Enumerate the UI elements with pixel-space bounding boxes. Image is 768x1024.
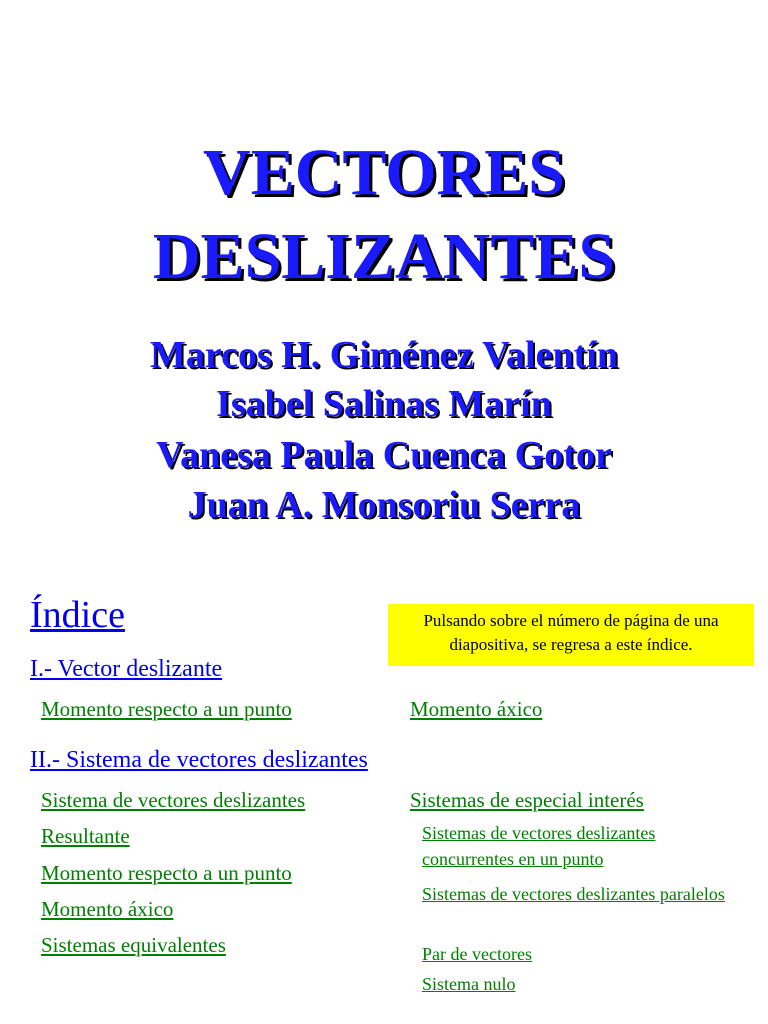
author-2: Isabel Salinas Marín xyxy=(216,383,552,425)
index-note: Pulsando sobre el número de página de una diapositiva, se regresa a este índice. xyxy=(388,604,754,666)
s2-especial-interes-link[interactable]: Sistemas de especial interés xyxy=(410,788,644,812)
s2-sistema-nulo-link[interactable]: Sistema nulo xyxy=(422,974,516,994)
section-1-link[interactable]: I.- Vector deslizante xyxy=(30,656,223,682)
s1-momento-axico-link[interactable]: Momento áxico xyxy=(410,697,543,721)
s1-momento-punto-link[interactable]: Momento respecto a un punto xyxy=(41,697,292,721)
s2-momento-punto-link[interactable]: Momento respecto a un punto xyxy=(41,861,292,885)
s2-momento-axico-link[interactable]: Momento áxico xyxy=(41,897,174,921)
s2-resultante-link[interactable]: Resultante xyxy=(41,824,130,848)
author-1: Marcos H. Giménez Valentín xyxy=(150,334,618,376)
title-line-2: DESLIZANTES xyxy=(152,220,616,293)
section-2-link[interactable]: II.- Sistema de vectores deslizantes xyxy=(30,747,368,773)
s2-paralelos-link[interactable]: Sistemas de vectores deslizantes paralelos xyxy=(422,884,725,904)
s2-sistemas-equivalentes-link[interactable]: Sistemas equivalentes xyxy=(41,933,226,957)
s2-sistema-vectores-link[interactable]: Sistema de vectores deslizantes xyxy=(41,788,306,812)
author-4: Juan A. Monsoriu Serra xyxy=(187,484,581,526)
author-3: Vanesa Paula Cuenca Gotor xyxy=(156,434,612,476)
title-line-1: VECTORES xyxy=(203,136,565,209)
s2-concurrentes-link[interactable]: Sistemas de vectores deslizantes concurrentes en un punto xyxy=(422,823,656,869)
index-heading-link[interactable]: Índice xyxy=(30,594,125,636)
s2-par-vectores-link[interactable]: Par de vectores xyxy=(422,944,532,964)
